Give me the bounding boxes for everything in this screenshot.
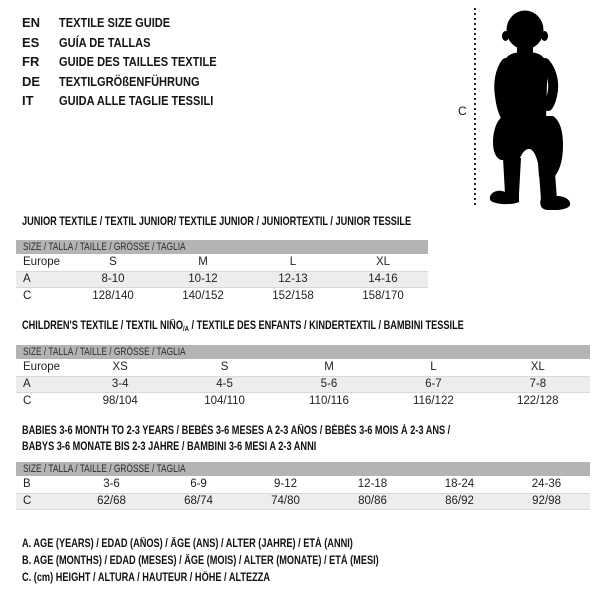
row-label: Europe	[23, 361, 61, 373]
cell: 6-9	[190, 478, 207, 490]
cell: 8-10	[101, 273, 125, 285]
children-section-title: CHILDREN'S TEXTILE / TEXTIL NIÑO/A / TEXTILE DES ENFANTS / KINDERTEXTIL / BAMBINI TESSILE	[22, 320, 464, 333]
babies-size-table	[16, 462, 590, 510]
lang-code: EN	[22, 15, 41, 31]
cell: 86/92	[445, 495, 474, 507]
cell: 128/140	[92, 290, 134, 302]
cell: 12-18	[357, 478, 388, 490]
size-header-band: SIZE / TALLA / TAILLE / GRÖSSE / TAGLIA	[16, 240, 428, 254]
cell: 12-13	[278, 273, 308, 285]
language-title-block	[22, 13, 244, 111]
cell: 62/68	[97, 495, 126, 507]
row-label: B	[23, 478, 31, 490]
note-age-months: B. AGE (MONTHS) / EDAD (MESES) / ÂGE (MOIS) / ALTER (MONATE) / ETÀ (MESI)	[22, 555, 379, 568]
lang-code: IT	[22, 93, 34, 109]
lang-title: TEXTILE SIZE GUIDE	[59, 15, 171, 31]
lang-row-it	[22, 91, 244, 111]
lang-code: DE	[22, 73, 41, 89]
cell: 116/122	[413, 395, 454, 407]
row-label: A	[23, 273, 31, 285]
title-subscript: /A	[182, 324, 189, 333]
babies-section-title-line1: BABIES 3-6 MONTH TO 2-3 YEARS / BEBÉS 3-6 MESES A 2-3 AÑOS / BÉBÉS 3-6 MOIS À 2-3 ANS /	[22, 425, 451, 437]
lang-code: FR	[22, 54, 40, 70]
cell: 4-5	[216, 378, 233, 390]
cell: 68/74	[184, 495, 213, 507]
cell: 92/98	[532, 495, 561, 507]
cell: 104/110	[204, 395, 245, 407]
lang-row-de	[22, 72, 244, 92]
row-label: A	[23, 378, 31, 390]
cell: L	[430, 361, 437, 373]
cell: 140/152	[182, 290, 224, 302]
cell: 9-12	[273, 478, 298, 490]
lang-title: TEXTILGRÖßENFÜHRUNG	[59, 73, 200, 89]
row-label: C	[23, 395, 32, 407]
table-row	[16, 271, 428, 288]
row-label: C	[23, 495, 32, 507]
note-age-years: A. AGE (YEARS) / EDAD (AÑOS) / ÂGE (ANS) / ALTER (JAHRE) / ETÀ (ANNI)	[22, 538, 353, 550]
cell: 158/170	[362, 290, 404, 302]
size-header-band: SIZE / TALLA / TAILLE / GRÖSSE / TAGLIA	[16, 462, 590, 476]
lang-code: ES	[22, 34, 40, 50]
cell: 3-6	[103, 478, 120, 490]
cell: 110/116	[309, 395, 349, 407]
cell: 18-24	[444, 478, 475, 490]
note-height-cm: C. (cm) HEIGHT / ALTURA / HAUTEUR / HÖHE / ALTEZZA	[22, 572, 271, 585]
row-label: C	[23, 290, 32, 302]
babies-section-title-line2: BABYS 3-6 MONATE BIS 2-3 JAHRE / BAMBINI 3-6 MESI A 2-3 ANNI	[22, 441, 317, 453]
cell: 24-36	[531, 478, 562, 490]
height-measure-label: C	[458, 104, 467, 118]
cell: S	[109, 256, 117, 268]
cell: L	[289, 256, 297, 268]
cell: 152/158	[272, 290, 314, 302]
cell: XS	[112, 361, 128, 373]
lang-row-fr	[22, 52, 244, 72]
cell: 98/104	[102, 395, 138, 407]
cell: 6-7	[425, 378, 442, 390]
table-row	[16, 476, 590, 493]
cell: 7-8	[529, 378, 547, 390]
table-row	[16, 254, 428, 271]
cell: 80/86	[358, 495, 387, 507]
table-row	[16, 493, 590, 510]
table-row	[16, 376, 590, 393]
children-size-table	[16, 345, 590, 410]
size-header-band: SIZE / TALLA / TAILLE / GRÖSSE / TAGLIA	[16, 345, 590, 359]
cell: M	[324, 361, 334, 373]
junior-size-table	[16, 240, 428, 305]
cell: 14-16	[368, 273, 398, 285]
lang-title: GUIDE DES TAILLES TEXTILE	[59, 54, 217, 70]
cell: 5-6	[320, 378, 338, 390]
lang-title: GUÍA DE TALLAS	[59, 34, 151, 50]
cell: 10-12	[188, 273, 218, 285]
legend-notes	[22, 536, 468, 588]
cell: M	[198, 256, 208, 268]
table-row	[16, 393, 590, 410]
lang-row-en	[22, 13, 244, 33]
cell: XL	[530, 361, 545, 373]
table-row	[16, 359, 590, 376]
table-row	[16, 288, 428, 305]
lang-title: GUIDA ALLE TAGLIE TESSILI	[59, 93, 214, 109]
row-label: Europe	[23, 256, 61, 268]
baby-silhouette-icon	[477, 8, 573, 210]
cell: S	[220, 361, 229, 373]
cell: 122/128	[517, 395, 559, 407]
height-measure-dashed-line	[474, 8, 476, 206]
cell: XL	[375, 256, 391, 268]
junior-section-title: JUNIOR TEXTILE / TEXTIL JUNIOR/ TEXTILE JUNIOR / JUNIORTEXTIL / JUNIOR TESSILE	[22, 216, 412, 228]
cell: 74/80	[271, 495, 300, 507]
cell: 3-4	[111, 378, 129, 390]
lang-row-es	[22, 33, 244, 53]
